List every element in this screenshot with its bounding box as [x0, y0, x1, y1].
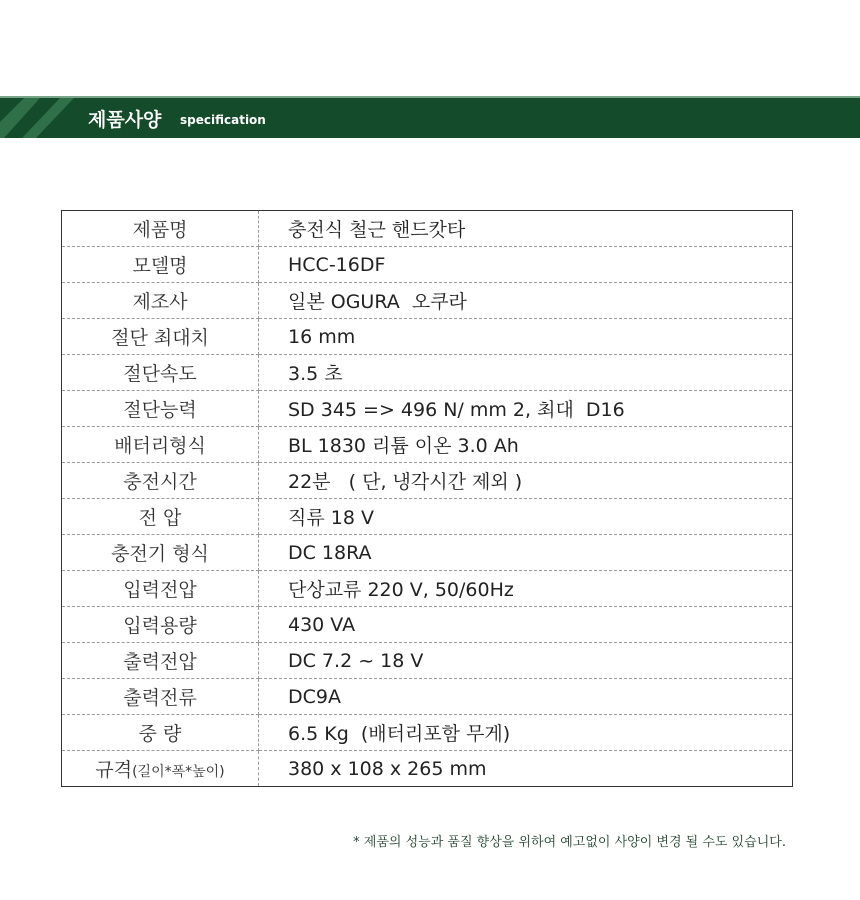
- spec-row: [62, 247, 793, 283]
- spec-label: [62, 355, 259, 391]
- spec-label: [62, 643, 259, 679]
- spec-label-text: 출력전압: [123, 651, 197, 673]
- spec-row: [62, 535, 793, 571]
- spec-value: 3.5 초: [259, 355, 793, 391]
- spec-label-text: 절단능력: [123, 399, 197, 421]
- spec-label: [62, 391, 259, 427]
- spec-label-text: 절단 최대치: [111, 327, 209, 349]
- spec-row: [62, 571, 793, 607]
- spec-label: [62, 283, 259, 319]
- spec-label-text: 입력전압: [123, 579, 197, 601]
- spec-value: 430 VA: [259, 607, 793, 643]
- stripe-decoration: [0, 98, 100, 138]
- spec-row: [62, 751, 793, 787]
- spec-label-text: 절단속도: [123, 363, 197, 385]
- spec-label: [62, 211, 259, 247]
- spec-label-text: 입력용량: [123, 615, 197, 637]
- spec-row: [62, 607, 793, 643]
- spec-value: 6.5 Kg (배터리포함 무게): [259, 715, 793, 751]
- spec-row: [62, 319, 793, 355]
- spec-value: 22분 ( 단, 냉각시간 제외 ): [259, 463, 793, 499]
- spec-label-text: 출력전류: [123, 687, 197, 709]
- spec-row: [62, 679, 793, 715]
- spec-row: [62, 643, 793, 679]
- spec-label: [62, 571, 259, 607]
- spec-value: DC 18RA: [259, 535, 793, 571]
- spec-table-body: [62, 211, 793, 787]
- spec-value: DC 7.2 ~ 18 V: [259, 643, 793, 679]
- spec-label-text: 제품명: [132, 219, 188, 241]
- spec-label-text: 충전기 형식: [111, 543, 209, 565]
- spec-label: [62, 463, 259, 499]
- spec-row: [62, 463, 793, 499]
- spec-label-text: 규격: [95, 759, 133, 781]
- footnote: * 제품의 성능과 품질 향상을 위하여 예고없이 사양이 변경 될 수도 있습니다.: [353, 835, 786, 850]
- spec-label-text: 전 압: [138, 507, 182, 529]
- spec-row: [62, 355, 793, 391]
- spec-value: 단상교류 220 V, 50/60Hz: [259, 571, 793, 607]
- spec-label: [62, 607, 259, 643]
- spec-row: [62, 283, 793, 319]
- spec-label-text: 충전시간: [123, 471, 197, 493]
- spec-table: [61, 210, 793, 787]
- spec-value: 직류 18 V: [259, 499, 793, 535]
- section-subtitle: specification: [180, 113, 266, 127]
- spec-value: 380 x 108 x 265 mm: [288, 757, 487, 780]
- spec-row: [62, 427, 793, 463]
- spec-label-text: 모델명: [132, 255, 188, 277]
- spec-value: 일본 OGURA 오쿠라: [259, 283, 793, 319]
- spec-value: 16 mm: [259, 319, 793, 355]
- section-header-banner: [0, 96, 860, 138]
- section-title: 제품사양: [88, 109, 162, 131]
- spec-value: DC9A: [259, 679, 793, 715]
- spec-label-suffix: (길이*폭*높이): [132, 764, 225, 780]
- spec-row: [62, 211, 793, 247]
- spec-label: [62, 679, 259, 715]
- spec-label: [62, 247, 259, 283]
- spec-value: BL 1830 리튬 이온 3.0 Ah: [259, 427, 793, 463]
- spec-label: [62, 535, 259, 571]
- spec-label: [62, 751, 259, 787]
- spec-value: 충전식 철근 핸드캇타: [259, 211, 793, 247]
- spec-label: [62, 499, 259, 535]
- spec-value: HCC-16DF: [259, 247, 793, 283]
- spec-row: [62, 715, 793, 751]
- spec-label: [62, 715, 259, 751]
- spec-row: [62, 499, 793, 535]
- spec-label-text: 중 량: [138, 723, 182, 745]
- spec-label-text: 배터리형식: [114, 435, 206, 457]
- spec-label-text: 제조사: [132, 291, 188, 313]
- spec-value: SD 345 => 496 N/ mm 2, 최대 D16: [259, 391, 793, 427]
- spec-label: [62, 319, 259, 355]
- spec-label: [62, 427, 259, 463]
- spec-row: [62, 391, 793, 427]
